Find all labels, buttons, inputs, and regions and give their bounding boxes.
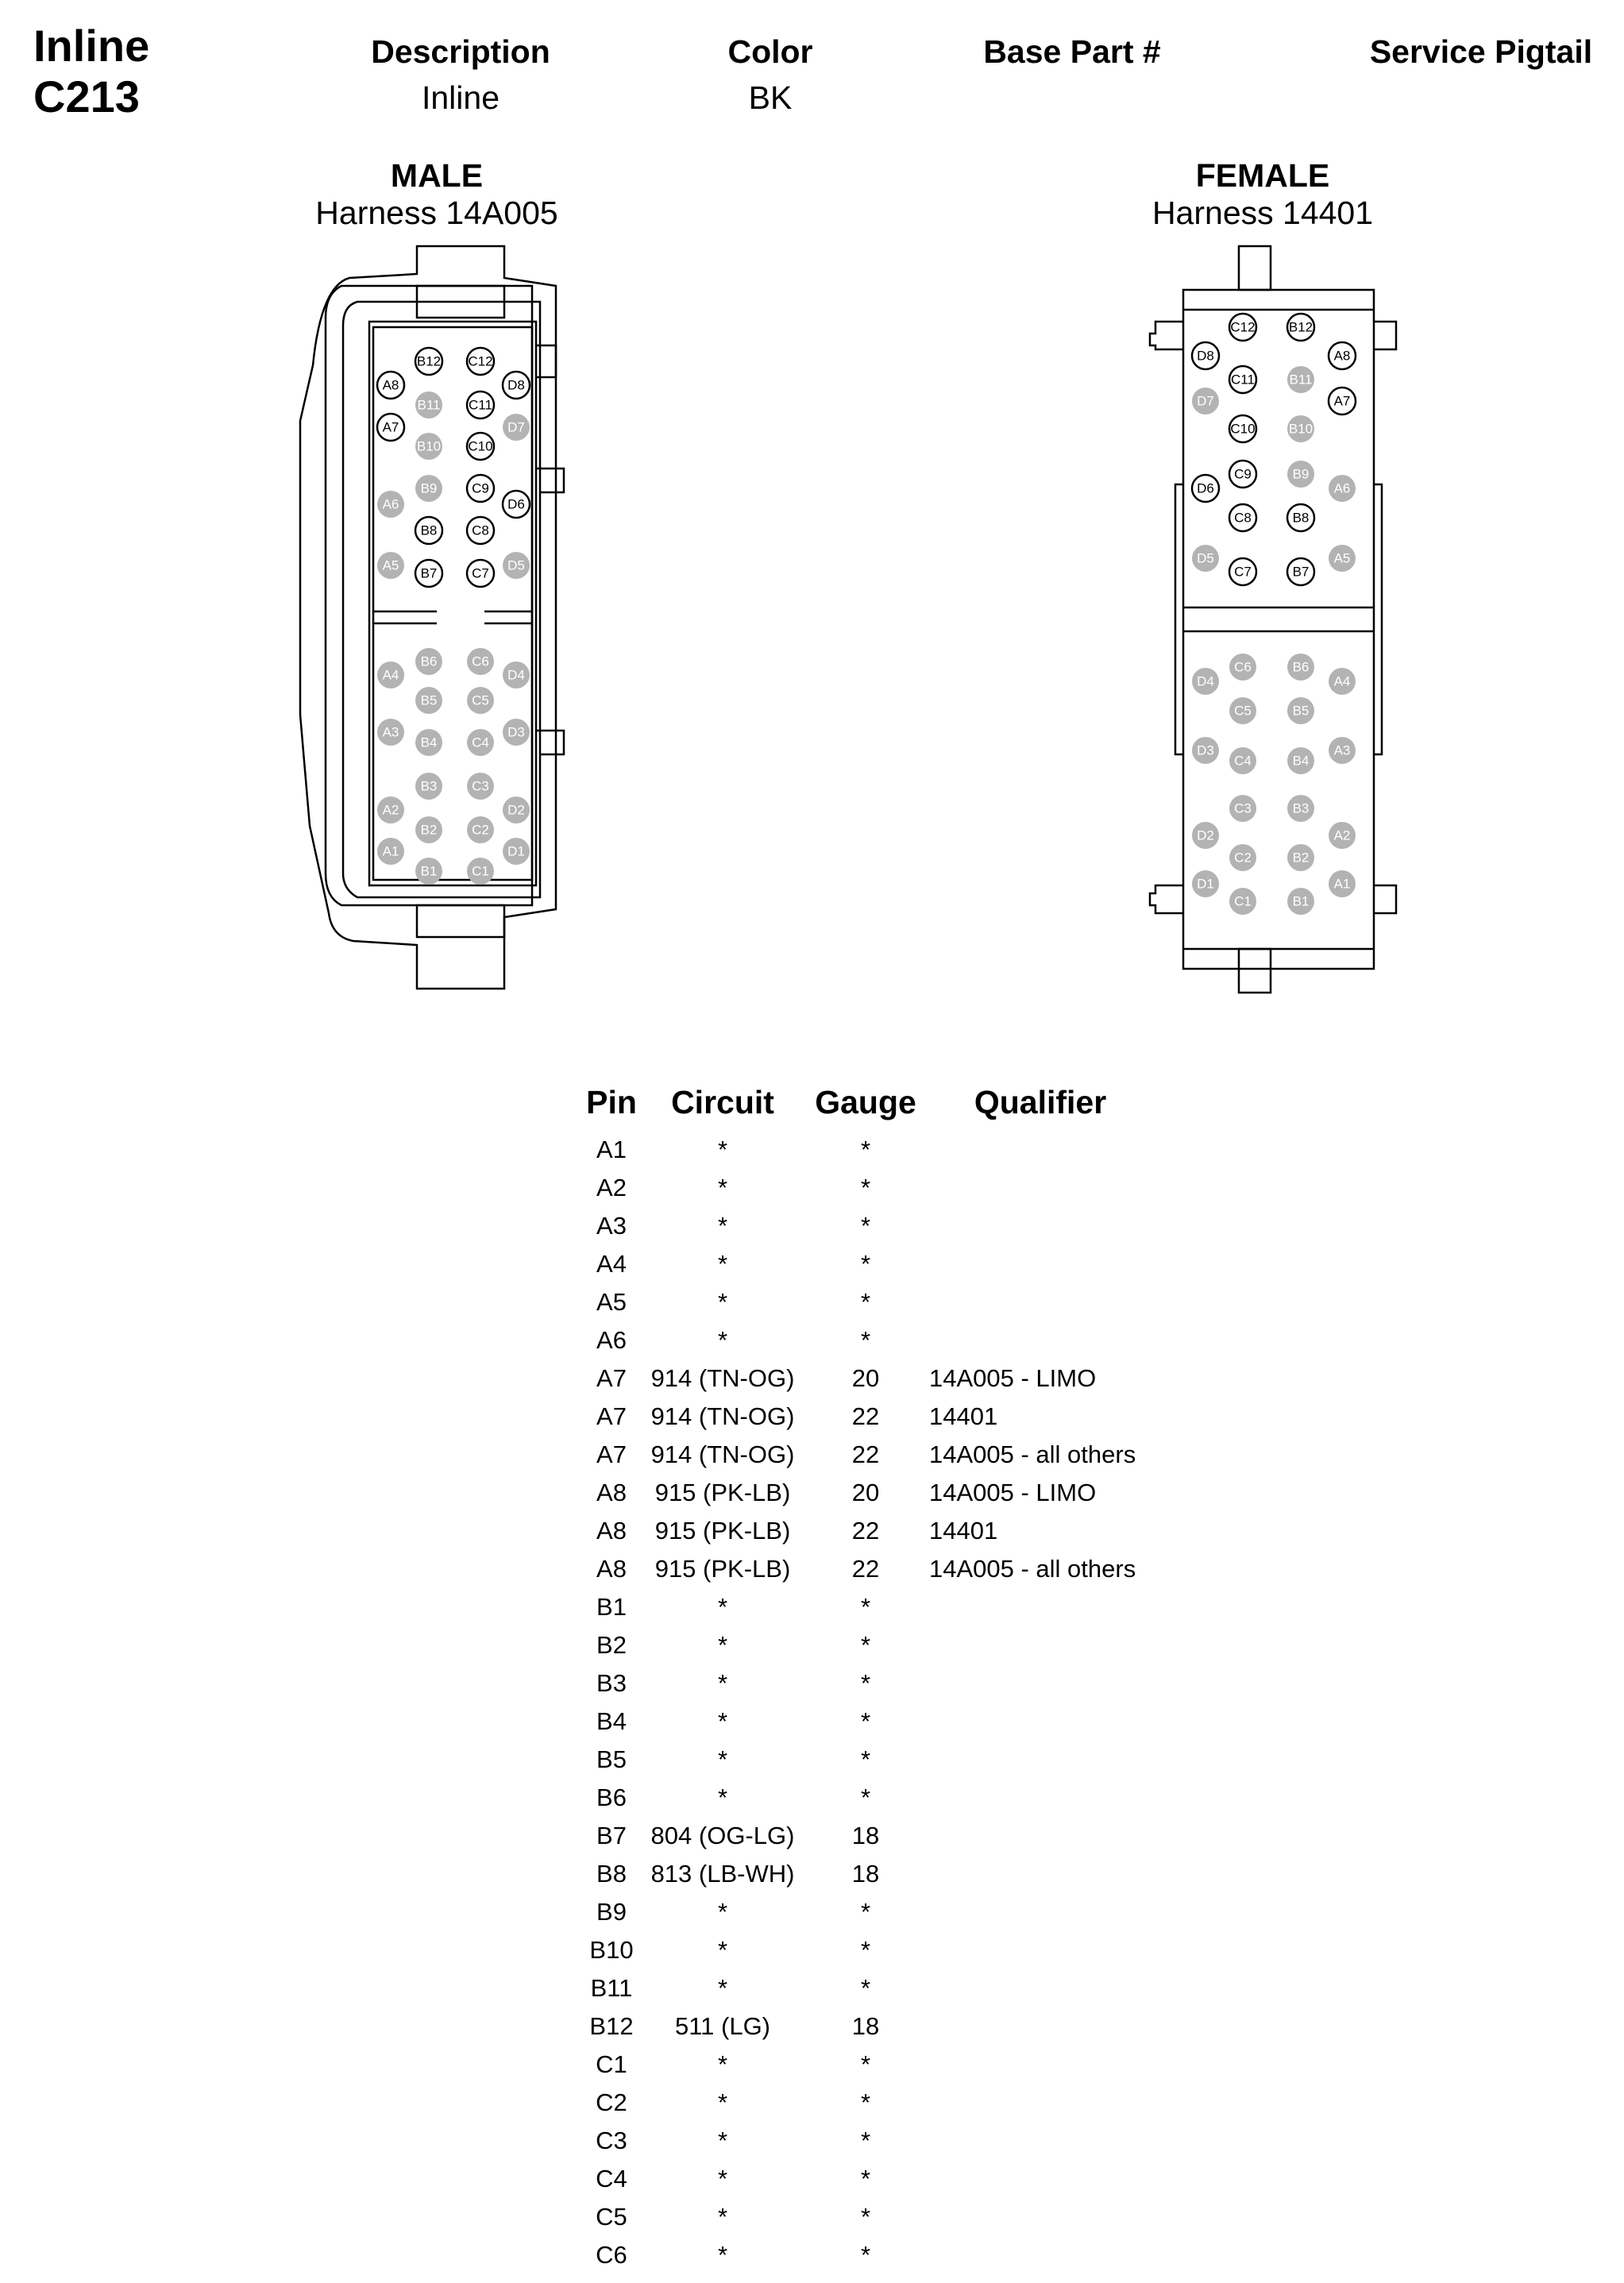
male-pin-a8 bbox=[377, 372, 404, 399]
svg-text:B12: B12 bbox=[416, 353, 442, 369]
svg-text:C8: C8 bbox=[1234, 510, 1252, 526]
table-cell-circuit: * bbox=[717, 1326, 728, 1354]
table-cell-gauge: 20 bbox=[851, 1479, 880, 1506]
connector-id: C213 bbox=[33, 71, 140, 121]
table-cell-circuit: * bbox=[717, 1898, 728, 1926]
male-pin-b9 bbox=[415, 475, 442, 502]
table-cell-pin: A3 bbox=[596, 1212, 627, 1240]
svg-text:C4: C4 bbox=[472, 735, 489, 750]
table-cell-gauge: * bbox=[860, 2203, 871, 2231]
male-pin-a2 bbox=[377, 796, 404, 823]
table-cell-gauge: * bbox=[860, 1936, 871, 1964]
svg-text:C11: C11 bbox=[1231, 372, 1255, 388]
male-pin-d5 bbox=[503, 552, 530, 579]
table-cell-gauge: * bbox=[860, 1631, 871, 1659]
female-pin-b6 bbox=[1287, 654, 1314, 681]
male-pin-c6 bbox=[467, 648, 494, 675]
table-cell-qualifier: 14A005 - LIMO bbox=[929, 1479, 1097, 1506]
svg-text:D7: D7 bbox=[1197, 393, 1214, 409]
svg-text:D3: D3 bbox=[1197, 742, 1214, 758]
svg-text:C3: C3 bbox=[472, 778, 489, 794]
female-pin-c10 bbox=[1229, 415, 1256, 442]
table-cell-pin: B9 bbox=[596, 1898, 627, 1926]
table-cell-pin: A7 bbox=[596, 1402, 627, 1430]
female-pin-c2 bbox=[1229, 844, 1256, 871]
male-pin-b3 bbox=[415, 773, 442, 800]
table-cell-gauge: 20 bbox=[851, 1364, 880, 1392]
table-cell-circuit: * bbox=[717, 2203, 728, 2231]
female-pin-b12 bbox=[1287, 314, 1314, 341]
table-cell-circuit: * bbox=[717, 1707, 728, 1735]
table-cell-qualifier: 14401 bbox=[929, 1402, 998, 1430]
female-pin-b10 bbox=[1287, 415, 1314, 442]
male-pin-c5 bbox=[467, 687, 494, 714]
table-cell-gauge: * bbox=[860, 1784, 871, 1811]
svg-text:B10: B10 bbox=[416, 438, 442, 454]
table-cell-circuit: 914 (TN-OG) bbox=[650, 1402, 795, 1430]
svg-text:A7: A7 bbox=[382, 419, 399, 435]
svg-text:C1: C1 bbox=[1234, 893, 1252, 909]
table-cell-circuit: 804 (OG-LG) bbox=[650, 1822, 795, 1849]
male-pin-c3 bbox=[467, 773, 494, 800]
female-title: FEMALE bbox=[1195, 157, 1330, 194]
svg-text:D3: D3 bbox=[507, 724, 525, 740]
service-pigtail-label: Service Pigtail bbox=[1369, 33, 1593, 70]
table-cell-pin: A7 bbox=[596, 1364, 627, 1392]
table-cell-pin: B7 bbox=[596, 1822, 627, 1849]
table-cell-circuit: * bbox=[717, 1974, 728, 2002]
male-pin-a3 bbox=[377, 719, 404, 746]
svg-text:B2: B2 bbox=[420, 822, 438, 838]
svg-text:A3: A3 bbox=[382, 724, 399, 740]
table-cell-gauge: * bbox=[860, 2088, 871, 2116]
table-cell-pin: C3 bbox=[596, 2127, 627, 2154]
table-cell-circuit: 915 (PK-LB) bbox=[654, 1517, 791, 1544]
svg-text:B10: B10 bbox=[1288, 421, 1313, 437]
svg-text:C7: C7 bbox=[1234, 564, 1252, 580]
table-cell-gauge: * bbox=[860, 1326, 871, 1354]
base-part-label: Base Part # bbox=[983, 33, 1161, 70]
female-pin-c9 bbox=[1229, 461, 1256, 488]
description-value: Inline bbox=[421, 79, 500, 116]
male-pin-d7 bbox=[503, 414, 530, 441]
svg-text:A2: A2 bbox=[1333, 827, 1351, 843]
table-cell-circuit: * bbox=[717, 1631, 728, 1659]
svg-text:B3: B3 bbox=[1292, 800, 1310, 816]
svg-text:B3: B3 bbox=[420, 778, 438, 794]
svg-text:A5: A5 bbox=[382, 557, 399, 573]
svg-text:B4: B4 bbox=[1292, 753, 1310, 769]
female-pin-c1 bbox=[1229, 888, 1256, 915]
female-pin-c12 bbox=[1229, 314, 1256, 341]
svg-text:C11: C11 bbox=[469, 397, 492, 413]
table-cell-pin: B3 bbox=[596, 1669, 627, 1697]
female-pin-c6 bbox=[1229, 654, 1256, 681]
table-cell-pin: C5 bbox=[596, 2203, 627, 2231]
table-cell-pin: A6 bbox=[596, 1326, 627, 1354]
svg-text:C7: C7 bbox=[472, 565, 489, 581]
table-cell-pin: B10 bbox=[589, 1936, 634, 1964]
svg-text:A5: A5 bbox=[1333, 550, 1351, 566]
svg-text:D4: D4 bbox=[507, 667, 525, 683]
svg-text:C12: C12 bbox=[468, 353, 493, 369]
table-cell-circuit: 511 (LG) bbox=[674, 2012, 771, 2040]
table-cell-gauge: 22 bbox=[851, 1555, 880, 1583]
svg-text:D4: D4 bbox=[1197, 673, 1214, 689]
table-cell-gauge: * bbox=[860, 2241, 871, 2269]
male-pin-b7 bbox=[415, 560, 442, 587]
svg-text:A4: A4 bbox=[382, 667, 399, 683]
table-cell-gauge: * bbox=[860, 1250, 871, 1278]
female-pin-d6 bbox=[1192, 475, 1219, 502]
svg-text:B8: B8 bbox=[1292, 510, 1310, 526]
svg-text:A7: A7 bbox=[1333, 393, 1351, 409]
svg-text:C10: C10 bbox=[468, 438, 493, 454]
male-pin-a6 bbox=[377, 491, 404, 518]
male-pin-d4 bbox=[503, 661, 530, 688]
table-cell-pin: A1 bbox=[596, 1136, 627, 1163]
svg-text:D1: D1 bbox=[1197, 876, 1214, 892]
female-pin-c11 bbox=[1229, 366, 1256, 393]
svg-text:B1: B1 bbox=[420, 863, 438, 879]
table-cell-pin: A5 bbox=[596, 1288, 627, 1316]
male-pin-c10 bbox=[467, 433, 494, 460]
table-cell-pin: B11 bbox=[590, 1974, 633, 2002]
table-cell-qualifier: 14A005 - all others bbox=[929, 1440, 1136, 1468]
svg-text:B5: B5 bbox=[1292, 703, 1310, 719]
table-cell-pin: A4 bbox=[596, 1250, 627, 1278]
male-pin-c11 bbox=[467, 391, 494, 418]
male-pin-d3 bbox=[503, 719, 530, 746]
female-pin-b7 bbox=[1287, 558, 1314, 585]
male-pin-c1 bbox=[467, 858, 494, 885]
table-cell-gauge: * bbox=[860, 1212, 871, 1240]
male-pin-b2 bbox=[415, 816, 442, 843]
female-pin-b2 bbox=[1287, 844, 1314, 871]
male-pin-c9 bbox=[467, 475, 494, 502]
male-harness: Harness 14A005 bbox=[315, 195, 558, 231]
svg-text:D5: D5 bbox=[1197, 550, 1214, 566]
table-cell-gauge: * bbox=[860, 1669, 871, 1697]
male-pin-b10 bbox=[415, 433, 442, 460]
table-cell-pin: C2 bbox=[596, 2088, 627, 2116]
male-pin-c8 bbox=[467, 517, 494, 544]
svg-text:D2: D2 bbox=[1197, 827, 1214, 843]
female-pin-d8 bbox=[1192, 342, 1219, 369]
male-pin-b12 bbox=[415, 348, 442, 375]
table-cell-gauge: 18 bbox=[851, 1822, 880, 1849]
female-pin-b11 bbox=[1287, 366, 1314, 393]
svg-text:B4: B4 bbox=[420, 735, 438, 750]
table-cell-circuit: * bbox=[717, 1745, 728, 1773]
svg-text:C2: C2 bbox=[472, 822, 489, 838]
svg-text:D8: D8 bbox=[1197, 348, 1214, 364]
table-cell-circuit: * bbox=[717, 2127, 728, 2154]
female-pin-d5 bbox=[1192, 545, 1219, 572]
svg-text:D1: D1 bbox=[507, 843, 525, 859]
svg-text:C4: C4 bbox=[1234, 753, 1252, 769]
svg-text:D6: D6 bbox=[507, 496, 525, 512]
svg-text:B11: B11 bbox=[1289, 372, 1313, 388]
table-cell-gauge: 22 bbox=[851, 1402, 880, 1430]
table-cell-pin: C1 bbox=[596, 2050, 627, 2078]
table-cell-gauge: 18 bbox=[851, 2012, 880, 2040]
table-cell-circuit: 914 (TN-OG) bbox=[650, 1364, 795, 1392]
female-pin-d2 bbox=[1192, 822, 1219, 849]
female-pin-c3 bbox=[1229, 795, 1256, 822]
table-cell-pin: B1 bbox=[596, 1593, 627, 1621]
table-cell-pin: B4 bbox=[596, 1707, 627, 1735]
female-pin-b9 bbox=[1287, 461, 1314, 488]
table-cell-circuit: * bbox=[717, 1669, 728, 1697]
female-pin-a2 bbox=[1329, 822, 1356, 849]
table-cell-qualifier: 14A005 - all others bbox=[929, 1555, 1136, 1583]
svg-text:B6: B6 bbox=[420, 654, 438, 669]
svg-text:C6: C6 bbox=[1234, 659, 1252, 675]
svg-text:D2: D2 bbox=[507, 802, 525, 818]
table-cell-gauge: * bbox=[860, 2127, 871, 2154]
table-cell-circuit: * bbox=[717, 2241, 728, 2269]
svg-text:A6: A6 bbox=[1333, 480, 1351, 496]
table-cell-gauge: * bbox=[860, 2165, 871, 2192]
female-pin-a4 bbox=[1329, 668, 1356, 695]
table-cell-pin: A7 bbox=[596, 1440, 627, 1468]
svg-text:C3: C3 bbox=[1234, 800, 1252, 816]
connector-type: Inline bbox=[33, 21, 150, 71]
female-pin-a8 bbox=[1329, 342, 1356, 369]
table-cell-gauge: * bbox=[860, 1288, 871, 1316]
male-pin-d1 bbox=[503, 838, 530, 865]
female-harness: Harness 14401 bbox=[1151, 195, 1374, 231]
svg-text:B11: B11 bbox=[417, 397, 441, 413]
female-pin-a6 bbox=[1329, 475, 1356, 502]
male-pin-b6 bbox=[415, 648, 442, 675]
female-pin-c8 bbox=[1229, 504, 1256, 531]
table-cell-gauge: * bbox=[860, 1136, 871, 1163]
table-cell-circuit: 915 (PK-LB) bbox=[654, 1479, 791, 1506]
svg-text:D6: D6 bbox=[1197, 480, 1214, 496]
table-cell-gauge: 22 bbox=[851, 1440, 880, 1468]
male-pin-b11 bbox=[415, 391, 442, 418]
table-cell-circuit: 813 (LB-WH) bbox=[650, 1860, 795, 1888]
table-cell-gauge: * bbox=[860, 1593, 871, 1621]
svg-text:A1: A1 bbox=[1333, 876, 1351, 892]
svg-text:C9: C9 bbox=[472, 480, 489, 496]
table-cell-gauge: * bbox=[860, 1974, 871, 2002]
female-pin-c5 bbox=[1229, 697, 1256, 724]
col-header-qualifier: Qualifier bbox=[974, 1084, 1107, 1120]
table-cell-circuit: * bbox=[717, 2088, 728, 2116]
table-cell-circuit: * bbox=[717, 1136, 728, 1163]
table-cell-pin: B8 bbox=[596, 1860, 627, 1888]
male-pin-b4 bbox=[415, 729, 442, 756]
color-value: BK bbox=[748, 79, 793, 116]
male-pin-c4 bbox=[467, 729, 494, 756]
male-pin-b5 bbox=[415, 687, 442, 714]
svg-text:B9: B9 bbox=[420, 480, 438, 496]
female-pin-a1 bbox=[1329, 870, 1356, 897]
svg-text:A6: A6 bbox=[382, 496, 399, 512]
table-cell-circuit: * bbox=[717, 1784, 728, 1811]
svg-text:C2: C2 bbox=[1234, 850, 1252, 866]
svg-text:C12: C12 bbox=[1230, 319, 1256, 335]
table-cell-circuit: * bbox=[717, 2050, 728, 2078]
col-header-circuit: Circuit bbox=[671, 1084, 774, 1120]
female-connector-diagram bbox=[1144, 238, 1406, 1001]
svg-text:A1: A1 bbox=[382, 843, 399, 859]
svg-text:D7: D7 bbox=[507, 419, 525, 435]
color-label: Color bbox=[727, 33, 813, 70]
table-cell-gauge: * bbox=[860, 1898, 871, 1926]
table-cell-circuit: * bbox=[717, 2165, 728, 2192]
svg-text:C5: C5 bbox=[472, 692, 489, 708]
table-cell-pin: A8 bbox=[596, 1555, 627, 1583]
table-cell-pin: A8 bbox=[596, 1517, 627, 1544]
svg-text:B8: B8 bbox=[420, 523, 438, 538]
svg-text:B1: B1 bbox=[1292, 893, 1310, 909]
male-pin-a4 bbox=[377, 661, 404, 688]
table-cell-qualifier: 14401 bbox=[929, 1517, 998, 1544]
table-cell-circuit: * bbox=[717, 1212, 728, 1240]
female-pin-d4 bbox=[1192, 668, 1219, 695]
table-cell-pin: B5 bbox=[596, 1745, 627, 1773]
svg-text:B7: B7 bbox=[420, 565, 438, 581]
female-pin-c4 bbox=[1229, 747, 1256, 774]
table-cell-gauge: * bbox=[860, 2050, 871, 2078]
table-cell-gauge: 18 bbox=[851, 1860, 880, 1888]
svg-text:D5: D5 bbox=[507, 557, 525, 573]
svg-text:C5: C5 bbox=[1234, 703, 1252, 719]
female-pin-d1 bbox=[1192, 870, 1219, 897]
col-header-gauge: Gauge bbox=[815, 1084, 916, 1120]
female-pin-b4 bbox=[1287, 747, 1314, 774]
female-pin-d3 bbox=[1192, 737, 1219, 764]
male-pin-b8 bbox=[415, 517, 442, 544]
male-pin-b1 bbox=[415, 858, 442, 885]
female-pin-b8 bbox=[1287, 504, 1314, 531]
male-pin-d2 bbox=[503, 796, 530, 823]
male-pin-c12 bbox=[467, 348, 494, 375]
male-pin-d8 bbox=[503, 372, 530, 399]
table-cell-gauge: 22 bbox=[851, 1517, 880, 1544]
table-cell-pin: B2 bbox=[596, 1631, 627, 1659]
table-cell-circuit: 914 (TN-OG) bbox=[650, 1440, 795, 1468]
table-cell-pin: C4 bbox=[596, 2165, 627, 2192]
table-cell-gauge: * bbox=[860, 1174, 871, 1201]
svg-text:C6: C6 bbox=[472, 654, 489, 669]
svg-text:C9: C9 bbox=[1234, 466, 1252, 482]
svg-text:C8: C8 bbox=[472, 523, 489, 538]
svg-text:C10: C10 bbox=[1230, 421, 1256, 437]
svg-text:A8: A8 bbox=[1333, 348, 1351, 364]
svg-text:A8: A8 bbox=[382, 377, 399, 393]
female-pin-b5 bbox=[1287, 697, 1314, 724]
table-cell-circuit: * bbox=[717, 1288, 728, 1316]
table-cell-circuit: 915 (PK-LB) bbox=[654, 1555, 791, 1583]
svg-text:A4: A4 bbox=[1333, 673, 1351, 689]
female-pin-d7 bbox=[1192, 388, 1219, 415]
female-pin-b3 bbox=[1287, 795, 1314, 822]
male-pin-c2 bbox=[467, 816, 494, 843]
table-cell-pin: A2 bbox=[596, 1174, 627, 1201]
female-pin-b1 bbox=[1287, 888, 1314, 915]
description-label: Description bbox=[371, 33, 550, 70]
svg-text:B2: B2 bbox=[1292, 850, 1310, 866]
table-cell-circuit: * bbox=[717, 1250, 728, 1278]
male-pin-a5 bbox=[377, 552, 404, 579]
table-cell-circuit: * bbox=[717, 1936, 728, 1964]
table-cell-gauge: * bbox=[860, 1707, 871, 1735]
svg-text:C1: C1 bbox=[472, 863, 489, 879]
svg-text:B7: B7 bbox=[1292, 564, 1310, 580]
svg-text:B5: B5 bbox=[420, 692, 438, 708]
table-cell-qualifier: 14A005 - LIMO bbox=[929, 1364, 1097, 1392]
svg-text:B12: B12 bbox=[1288, 319, 1313, 335]
table-cell-pin: B12 bbox=[589, 2012, 634, 2040]
svg-text:D8: D8 bbox=[507, 377, 525, 393]
table-cell-pin: A8 bbox=[596, 1479, 627, 1506]
table-cell-gauge: * bbox=[860, 1745, 871, 1773]
male-pin-a7 bbox=[377, 414, 404, 441]
svg-text:A2: A2 bbox=[382, 802, 399, 818]
female-pin-a3 bbox=[1329, 737, 1356, 764]
svg-text:B9: B9 bbox=[1292, 466, 1310, 482]
male-pin-c7 bbox=[467, 560, 494, 587]
male-connector-diagram bbox=[294, 238, 588, 1001]
male-pin-a1 bbox=[377, 838, 404, 865]
female-pin-c7 bbox=[1229, 558, 1256, 585]
svg-text:B6: B6 bbox=[1292, 659, 1310, 675]
table-cell-pin: C6 bbox=[596, 2241, 627, 2269]
female-pin-a5 bbox=[1329, 545, 1356, 572]
col-header-pin: Pin bbox=[586, 1084, 637, 1120]
table-cell-circuit: * bbox=[717, 1593, 728, 1621]
table-cell-pin: B6 bbox=[596, 1784, 627, 1811]
male-pin-d6 bbox=[503, 491, 530, 518]
table-cell-circuit: * bbox=[717, 1174, 728, 1201]
male-title: MALE bbox=[390, 157, 484, 194]
female-pin-a7 bbox=[1329, 388, 1356, 415]
svg-text:A3: A3 bbox=[1333, 742, 1351, 758]
